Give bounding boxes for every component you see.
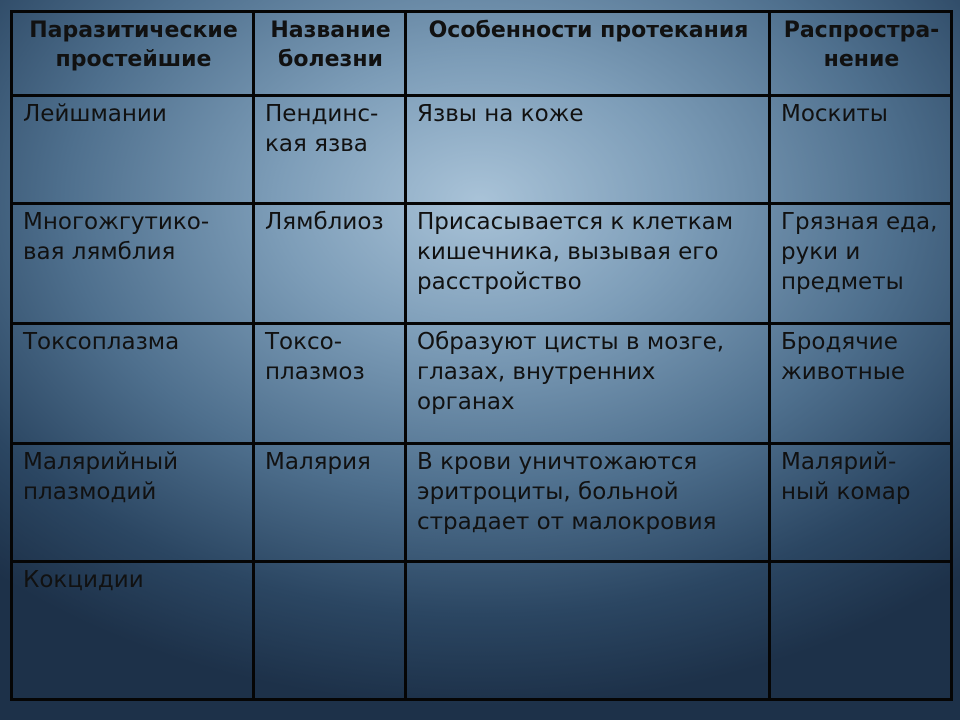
header-spread: Распростра-нение bbox=[770, 12, 952, 96]
cell-course bbox=[406, 562, 770, 700]
cell-spread: Бродячие животные bbox=[770, 324, 952, 444]
table-row bbox=[12, 444, 952, 562]
cell-parasite: Лейшмании bbox=[12, 96, 254, 204]
table-row bbox=[12, 562, 952, 700]
protozoa-table bbox=[10, 10, 953, 701]
cell-disease: Лямблиоз bbox=[254, 204, 406, 324]
cell-disease: Малярия bbox=[254, 444, 406, 562]
header-course: Особенности протекания bbox=[406, 12, 770, 96]
table-row bbox=[12, 96, 952, 204]
table-row bbox=[12, 324, 952, 444]
cell-spread bbox=[770, 562, 952, 700]
cell-disease: Пендинс-кая язва bbox=[254, 96, 406, 204]
cell-disease: Токсо-плазмоз bbox=[254, 324, 406, 444]
cell-course: Язвы на коже bbox=[406, 96, 770, 204]
cell-spread: Грязная еда, руки и предметы bbox=[770, 204, 952, 324]
cell-parasite: Кокцидии bbox=[12, 562, 254, 700]
cell-spread: Москиты bbox=[770, 96, 952, 204]
cell-course: Присасывается к клеткам кишечника, вызывая его расстройство bbox=[406, 204, 770, 324]
table-row bbox=[12, 204, 952, 324]
cell-course: В крови уничтожаются эритроциты, больной страдает от малокровия bbox=[406, 444, 770, 562]
cell-spread: Малярий-ный комар bbox=[770, 444, 952, 562]
cell-parasite: Малярийный плазмодий bbox=[12, 444, 254, 562]
cell-course: Образуют цисты в мозге, глазах, внутренних органах bbox=[406, 324, 770, 444]
cell-disease bbox=[254, 562, 406, 700]
header-parasite: Паразитические простейшие bbox=[12, 12, 254, 96]
header-disease: Название болезни bbox=[254, 12, 406, 96]
cell-parasite: Токсоплазма bbox=[12, 324, 254, 444]
cell-parasite: Многожгутико-вая лямблия bbox=[12, 204, 254, 324]
table-header-row bbox=[12, 12, 952, 96]
